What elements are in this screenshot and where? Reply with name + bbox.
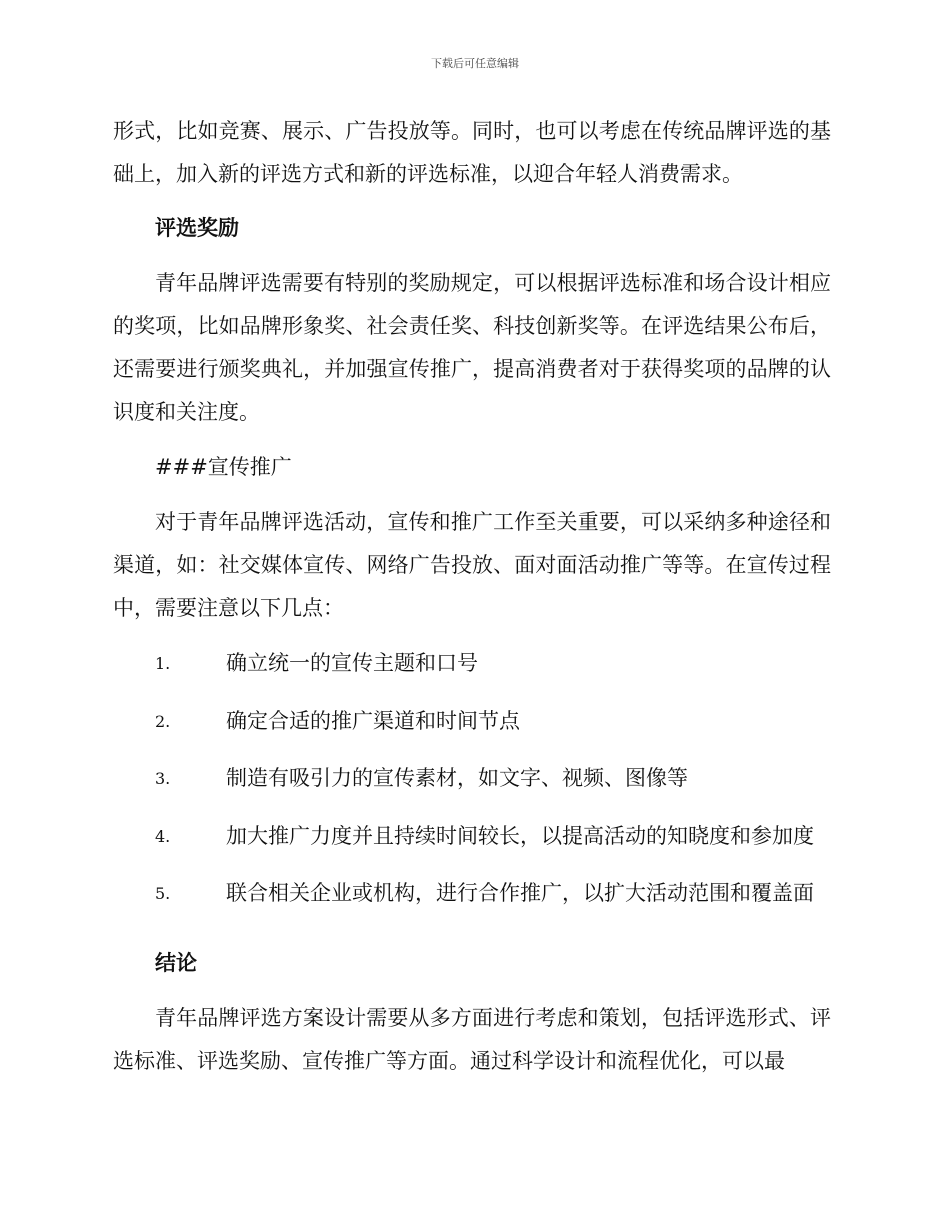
list-item xyxy=(113,700,831,758)
page-header: 下载后可任意编辑 xyxy=(431,57,519,70)
list-item-number: 3. xyxy=(155,769,171,788)
list-item-text: 制造有吸引力的宣传素材，如文字、视频、图像等 xyxy=(226,766,688,790)
section-heading-conclusion: 结论 xyxy=(155,950,197,975)
list-item-text: 确定合适的推广渠道和时间节点 xyxy=(226,708,520,733)
promotion-paragraph: 对于青年品牌评选活动，宣传和推广工作至关重要，可以采纳多种途径和渠道，如：社交媒体宣传、网络广告投放、面对面活动推广等等。在宣传过程中，需要注意以下几点： xyxy=(113,510,831,620)
list-item xyxy=(113,815,831,873)
document-body xyxy=(113,110,831,1095)
list-item-text: 联合相关企业或机构，进行合作推广，以扩大活动范围和覆盖面 xyxy=(226,881,814,905)
list-item-number: 5. xyxy=(155,884,171,903)
list-item xyxy=(113,642,831,700)
list-item-text: 加大推广力度并且持续时间较长，以提高活动的知晓度和参加度 xyxy=(226,823,814,848)
list-item xyxy=(113,872,831,930)
conclusion-paragraph: 青年品牌评选方案设计需要从多方面进行考虑和策划，包括评选形式、评选标准、评选奖励、宣传推广等方面。通过科学设计和流程优化，可以最 xyxy=(113,1005,831,1073)
list-item xyxy=(113,757,831,815)
list-item-number: 2. xyxy=(155,711,171,731)
award-paragraph: 青年品牌评选需要有特别的奖励规定，可以根据评选标准和场合设计相应的奖项，比如品牌形象奖、社会责任奖、科技创新奖等。在评选结果公布后，还需要进行颁奖典礼，并加强宣传推广，提高消费者对于获得奖项的品牌的认识度和关注度。 xyxy=(113,271,831,424)
intro-continuation-paragraph: 形式，比如竞赛、展示、广告投放等。同时，也可以考虑在传统品牌评选的基础上，加入新的评选方式和新的评选标准，以迎合年轻人消费需求。 xyxy=(113,119,831,186)
section-heading-award: 评选奖励 xyxy=(155,216,239,240)
section-heading-promotion: ###宣传推广 xyxy=(155,455,292,479)
list-item-number: 4. xyxy=(155,826,171,846)
list-item-number: 1. xyxy=(155,654,171,673)
promotion-list xyxy=(113,642,831,930)
list-item-text: 确立统一的宣传主题和口号 xyxy=(226,651,478,675)
